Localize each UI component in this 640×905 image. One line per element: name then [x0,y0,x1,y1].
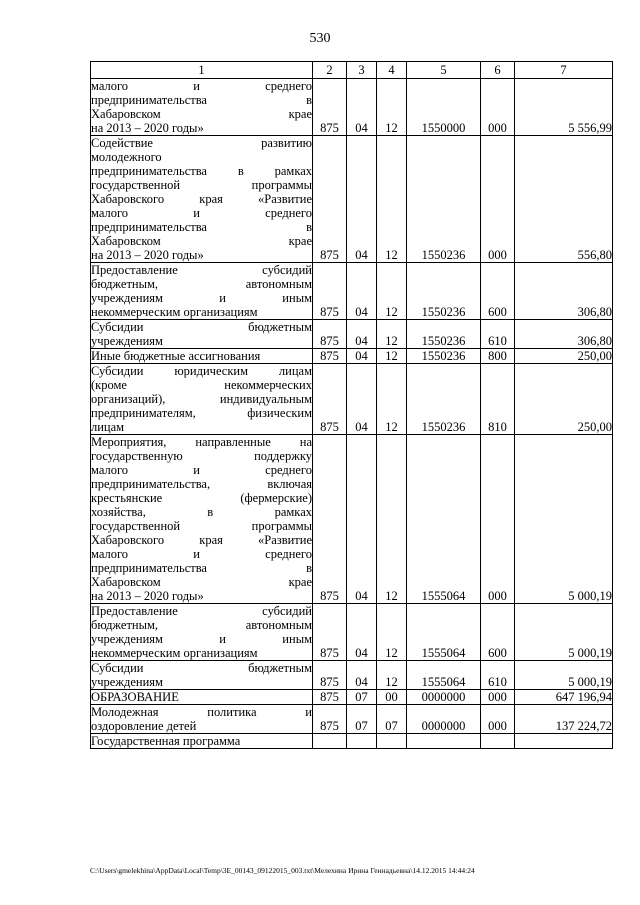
row-code-c5: 1555064 [407,604,481,661]
row-name-line: Субсидии юридическим лицам [91,364,312,378]
row-code-c5: 1550236 [407,136,481,263]
row-name-line: государственной программы [91,519,312,533]
row-code-c4: 12 [377,435,407,604]
row-name [91,435,313,604]
row-name-line: некоммерческим организациям [91,646,258,660]
row-name-line: Субсидии бюджетным [91,661,312,675]
row-amount: 306,80 [515,320,613,349]
table-row [91,263,613,320]
row-code-c5: 1555064 [407,435,481,604]
row-name-line: лицам [91,420,125,434]
row-code-c6 [481,734,515,749]
row-name-line: Предоставление субсидий [91,604,312,618]
table-row [91,661,613,690]
row-name-line: бюджетным, автономным [91,277,312,291]
row-amount: 250,00 [515,364,613,435]
row-code-c4: 12 [377,320,407,349]
row-amount: 647 196,94 [515,690,613,705]
row-code-c2: 875 [313,661,347,690]
row-name-line: учреждениям [91,675,163,689]
table-row [91,320,613,349]
table-row [91,79,613,136]
row-name [91,734,313,749]
row-code-c2 [313,734,347,749]
row-name-line: на 2013 – 2020 годы» [91,121,204,135]
row-code-c2: 875 [313,705,347,734]
row-code-c4: 12 [377,79,407,136]
budget-table [90,61,613,749]
row-code-c6: 610 [481,661,515,690]
row-name [91,661,313,690]
row-code-c3: 04 [347,263,377,320]
row-code-c6: 800 [481,349,515,364]
row-code-c3: 04 [347,364,377,435]
row-name-line: государственной программы [91,178,312,192]
row-code-c5 [407,734,481,749]
row-code-c3: 07 [347,690,377,705]
row-code-c6: 000 [481,136,515,263]
col-header-3: 3 [347,62,377,79]
row-code-c5: 1550000 [407,79,481,136]
row-code-c5: 1555064 [407,661,481,690]
row-code-c6: 810 [481,364,515,435]
row-code-c2: 875 [313,435,347,604]
row-name-line: малого и среднего [91,206,312,220]
row-code-c4 [377,734,407,749]
row-amount: 5 000,19 [515,435,613,604]
row-code-c6: 000 [481,435,515,604]
col-header-7: 7 [515,62,613,79]
row-code-c2: 875 [313,320,347,349]
row-code-c3: 04 [347,320,377,349]
row-amount: 137 224,72 [515,705,613,734]
row-name-line: хозяйства, в рамках [91,505,312,519]
row-code-c6: 000 [481,690,515,705]
row-name-line: ОБРАЗОВАНИЕ [91,690,179,704]
row-amount: 5 000,19 [515,661,613,690]
table-row [91,690,613,705]
row-code-c5: 1550236 [407,364,481,435]
row-name-line: предпринимателям, физическим [91,406,312,420]
row-code-c3 [347,734,377,749]
table-row [91,349,613,364]
row-name-line: предпринимательства в [91,561,312,575]
row-name-line: (кроме некоммерческих [91,378,312,392]
row-code-c4: 12 [377,661,407,690]
row-name-line: малого и среднего [91,463,312,477]
row-code-c6: 000 [481,705,515,734]
row-code-c3: 04 [347,349,377,364]
table-row [91,435,613,604]
row-name-line: Содействие развитию [91,136,312,150]
row-code-c4: 12 [377,136,407,263]
row-code-c4: 12 [377,604,407,661]
row-name [91,79,313,136]
row-code-c3: 04 [347,435,377,604]
file-path-footer: C:\Users\gmelekhina\AppData\Local\Temp\3E_00143_09122015_003.txt\Мелехина Ирина Геннадьевна\14.12.2015 14:44:24 [90,866,475,875]
table-row [91,364,613,435]
row-code-c4: 07 [377,705,407,734]
row-name-line: Хабаровском крае [91,234,312,248]
col-header-5: 5 [407,62,481,79]
row-name-line: предпринимательства, включая [91,477,312,491]
row-amount: 556,80 [515,136,613,263]
row-code-c4: 12 [377,263,407,320]
row-code-c2: 875 [313,136,347,263]
col-header-2: 2 [313,62,347,79]
row-code-c4: 12 [377,349,407,364]
row-name-line: малого и среднего [91,79,312,93]
row-name [91,364,313,435]
row-amount: 250,00 [515,349,613,364]
row-code-c6: 000 [481,79,515,136]
row-name-line: Иные бюджетные ассигнования [91,349,261,363]
row-name-line: Мероприятия, направленные на [91,435,312,449]
row-name-line: на 2013 – 2020 годы» [91,248,204,262]
row-name [91,604,313,661]
row-code-c6: 610 [481,320,515,349]
row-name-line: Молодежная политика и [91,705,312,719]
row-name-line: молодежного [91,150,162,164]
row-code-c3: 07 [347,705,377,734]
row-code-c2: 875 [313,364,347,435]
row-name-line: Субсидии бюджетным [91,320,312,334]
row-name-line: предпринимательства в [91,220,312,234]
row-name-line: предпринимательства в рамках [91,164,312,178]
row-name [91,136,313,263]
row-name [91,263,313,320]
row-amount: 5 556,99 [515,79,613,136]
row-code-c2: 875 [313,79,347,136]
row-code-c2: 875 [313,604,347,661]
row-name [91,690,313,705]
row-name [91,705,313,734]
row-name-line: крестьянские (фермерские) [91,491,312,505]
row-code-c3: 04 [347,661,377,690]
row-code-c5: 0000000 [407,705,481,734]
row-code-c2: 875 [313,263,347,320]
row-name-line: предпринимательства в [91,93,312,107]
row-name [91,320,313,349]
row-code-c6: 600 [481,604,515,661]
row-code-c5: 1550236 [407,349,481,364]
row-code-c4: 00 [377,690,407,705]
row-amount: 5 000,19 [515,604,613,661]
row-name-line: государственную поддержку [91,449,312,463]
row-name-line: Предоставление субсидий [91,263,312,277]
col-header-6: 6 [481,62,515,79]
row-code-c5: 0000000 [407,690,481,705]
table-body [91,79,613,749]
table-row [91,734,613,749]
row-code-c5: 1550236 [407,263,481,320]
row-name-line: Хабаровском крае [91,575,312,589]
table-row [91,136,613,263]
row-name-line: организаций), индивидуальным [91,392,312,406]
row-name-line: оздоровление детей [91,719,197,733]
row-name-line: на 2013 – 2020 годы» [91,589,204,603]
row-name-line: некоммерческим организациям [91,305,258,319]
header-row [91,62,613,79]
row-name-line: Хабаровского края «Развитие [91,192,312,206]
row-name-line: малого и среднего [91,547,312,561]
row-code-c2: 875 [313,690,347,705]
row-code-c5: 1550236 [407,320,481,349]
row-name-line: Хабаровского края «Развитие [91,533,312,547]
row-name-line: учреждениям [91,334,163,348]
row-name-line: Хабаровском крае [91,107,312,121]
row-name-line: учреждениям и иным [91,291,312,305]
row-code-c3: 04 [347,136,377,263]
row-code-c3: 04 [347,604,377,661]
page-number: 530 [309,31,331,46]
row-code-c6: 600 [481,263,515,320]
table-row [91,604,613,661]
row-code-c2: 875 [313,349,347,364]
row-code-c3: 04 [347,79,377,136]
col-header-4: 4 [377,62,407,79]
table-row [91,705,613,734]
col-header-1: 1 [91,62,313,79]
row-amount [515,734,613,749]
row-name-line: учреждениям и иным [91,632,312,646]
row-name-line: Государственная программа [91,734,241,748]
row-name [91,349,313,364]
row-code-c4: 12 [377,364,407,435]
row-amount: 306,80 [515,263,613,320]
row-name-line: бюджетным, автономным [91,618,312,632]
